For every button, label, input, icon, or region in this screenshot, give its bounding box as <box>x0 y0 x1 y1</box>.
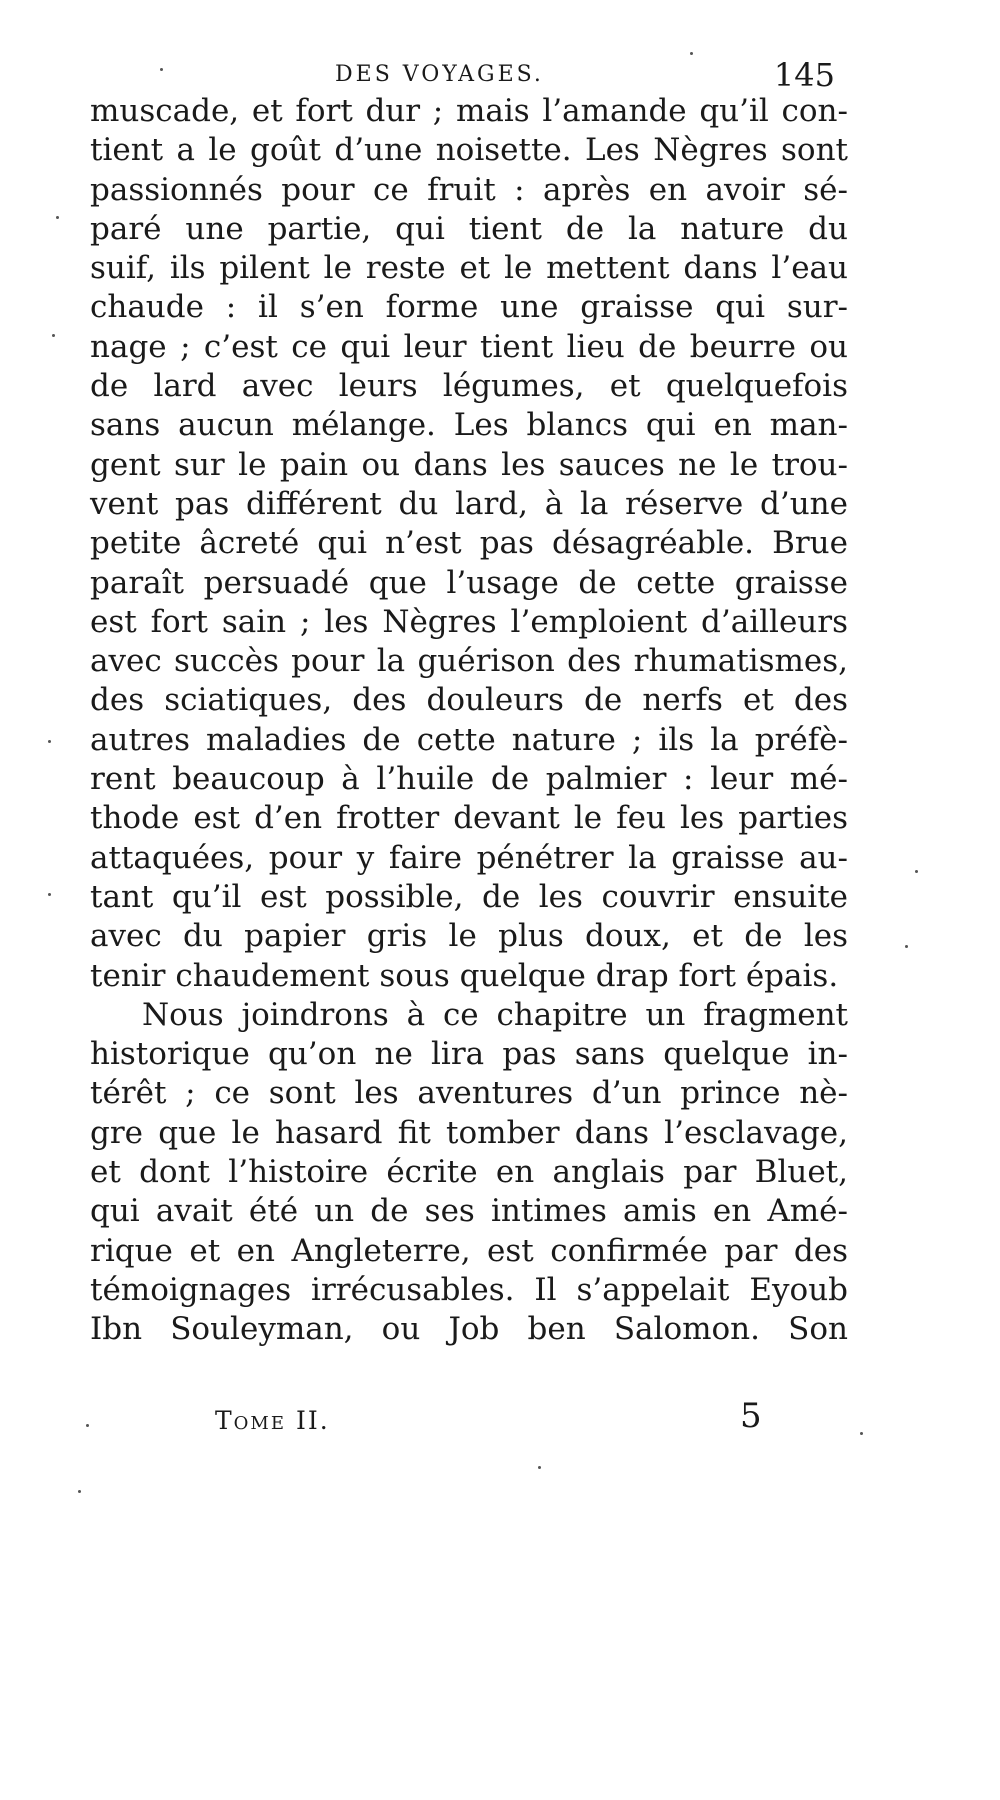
text-line: paré une partie, qui tient de la nature du <box>90 210 848 247</box>
text-line: muscade, et fort dur ; mais l’amande qu’il con- <box>90 93 848 129</box>
scan-speck <box>78 1490 81 1493</box>
signature-mark-tome: Tome II. <box>215 1406 330 1435</box>
text-line: nage ; c’est ce qui leur tient lieu de beurre ou <box>90 328 848 365</box>
text-line: vent pas différent du lard, à la réserve d’une <box>90 485 848 522</box>
text-line: tient a le goût d’une noisette. Les Nègres sont <box>90 132 848 169</box>
text-line: rent beaucoup à l’huile de palmier : leur mé- <box>90 761 848 798</box>
text-line: paraît persuadé que l’usage de cette graisse <box>90 564 848 601</box>
text-line: est fort sain ; les Nègres l’emploient d’ailleurs <box>90 603 848 640</box>
text-line: historique qu’on ne lira pas sans quelque in- <box>90 1036 848 1073</box>
scan-speck <box>56 216 59 219</box>
signature-number: 5 <box>740 1396 762 1436</box>
scan-speck <box>48 893 51 896</box>
text-line: des sciatiques, des douleurs de nerfs et des <box>90 682 848 719</box>
scan-speck <box>690 52 693 55</box>
paragraph-1 <box>90 92 848 996</box>
page-header <box>95 56 835 96</box>
text-line: thode est d’en frotter devant le feu les parties <box>90 800 848 837</box>
running-title: DES VOYAGES. <box>335 62 544 87</box>
text-line: autres maladies de cette nature ; ils la préfè- <box>90 721 848 758</box>
body-text <box>90 92 848 1350</box>
scan-speck <box>915 870 918 873</box>
paragraph-2 <box>90 996 848 1350</box>
text-line: sans aucun mélange. Les blancs qui en man- <box>90 407 848 444</box>
text-line: avec succès pour la guérison des rhumatismes, <box>90 643 848 680</box>
text-line: tant qu’il est possible, de les couvrir ensuite <box>90 878 848 915</box>
scan-speck <box>538 1466 541 1469</box>
text-line: Nous joindrons à ce chapitre un fragment <box>142 996 848 1033</box>
text-line: térêt ; ce sont les aventures d’un prince nè- <box>90 1075 848 1112</box>
text-line: avec du papier gris le plus doux, et de les <box>90 918 848 955</box>
scan-speck <box>86 1424 89 1427</box>
text-line: gent sur le pain ou dans les sauces ne le trou- <box>90 446 848 483</box>
text-line: témoignages irrécusables. Il s’appelait Eyoub <box>90 1271 848 1308</box>
text-line: tenir chaudement sous quelque drap fort épais. <box>90 957 839 994</box>
scan-speck <box>860 1432 863 1435</box>
text-line: chaude : il s’en forme une graisse qui sur- <box>90 289 848 326</box>
text-line: Ibn Souleyman, ou Job ben Salomon. Son <box>90 1311 848 1348</box>
text-line: passionnés pour ce fruit : après en avoir sé- <box>90 171 848 208</box>
text-line: qui avait été un de ses intimes amis en Amé- <box>90 1193 848 1230</box>
text-line: gre que le hasard fit tomber dans l’esclavage, <box>90 1114 848 1151</box>
scan-speck <box>160 68 163 71</box>
text-line: petite âcreté qui n’est pas désagréable. Brue <box>90 525 848 562</box>
text-line: et dont l’histoire écrite en anglais par Bluet, <box>90 1154 848 1191</box>
page-number: 145 <box>773 56 835 94</box>
text-line: suif, ils pilent le reste et le mettent dans l’eau <box>90 250 848 287</box>
text-line: rique et en Angleterre, est confirmée par des <box>90 1232 848 1269</box>
scan-speck <box>48 740 51 743</box>
scan-speck <box>905 945 908 948</box>
text-line: attaquées, pour y faire pénétrer la graisse au- <box>90 839 848 876</box>
text-line: de lard avec leurs légumes, et quelquefois <box>90 368 848 405</box>
scan-speck <box>52 334 55 337</box>
page-footer <box>90 1396 848 1446</box>
